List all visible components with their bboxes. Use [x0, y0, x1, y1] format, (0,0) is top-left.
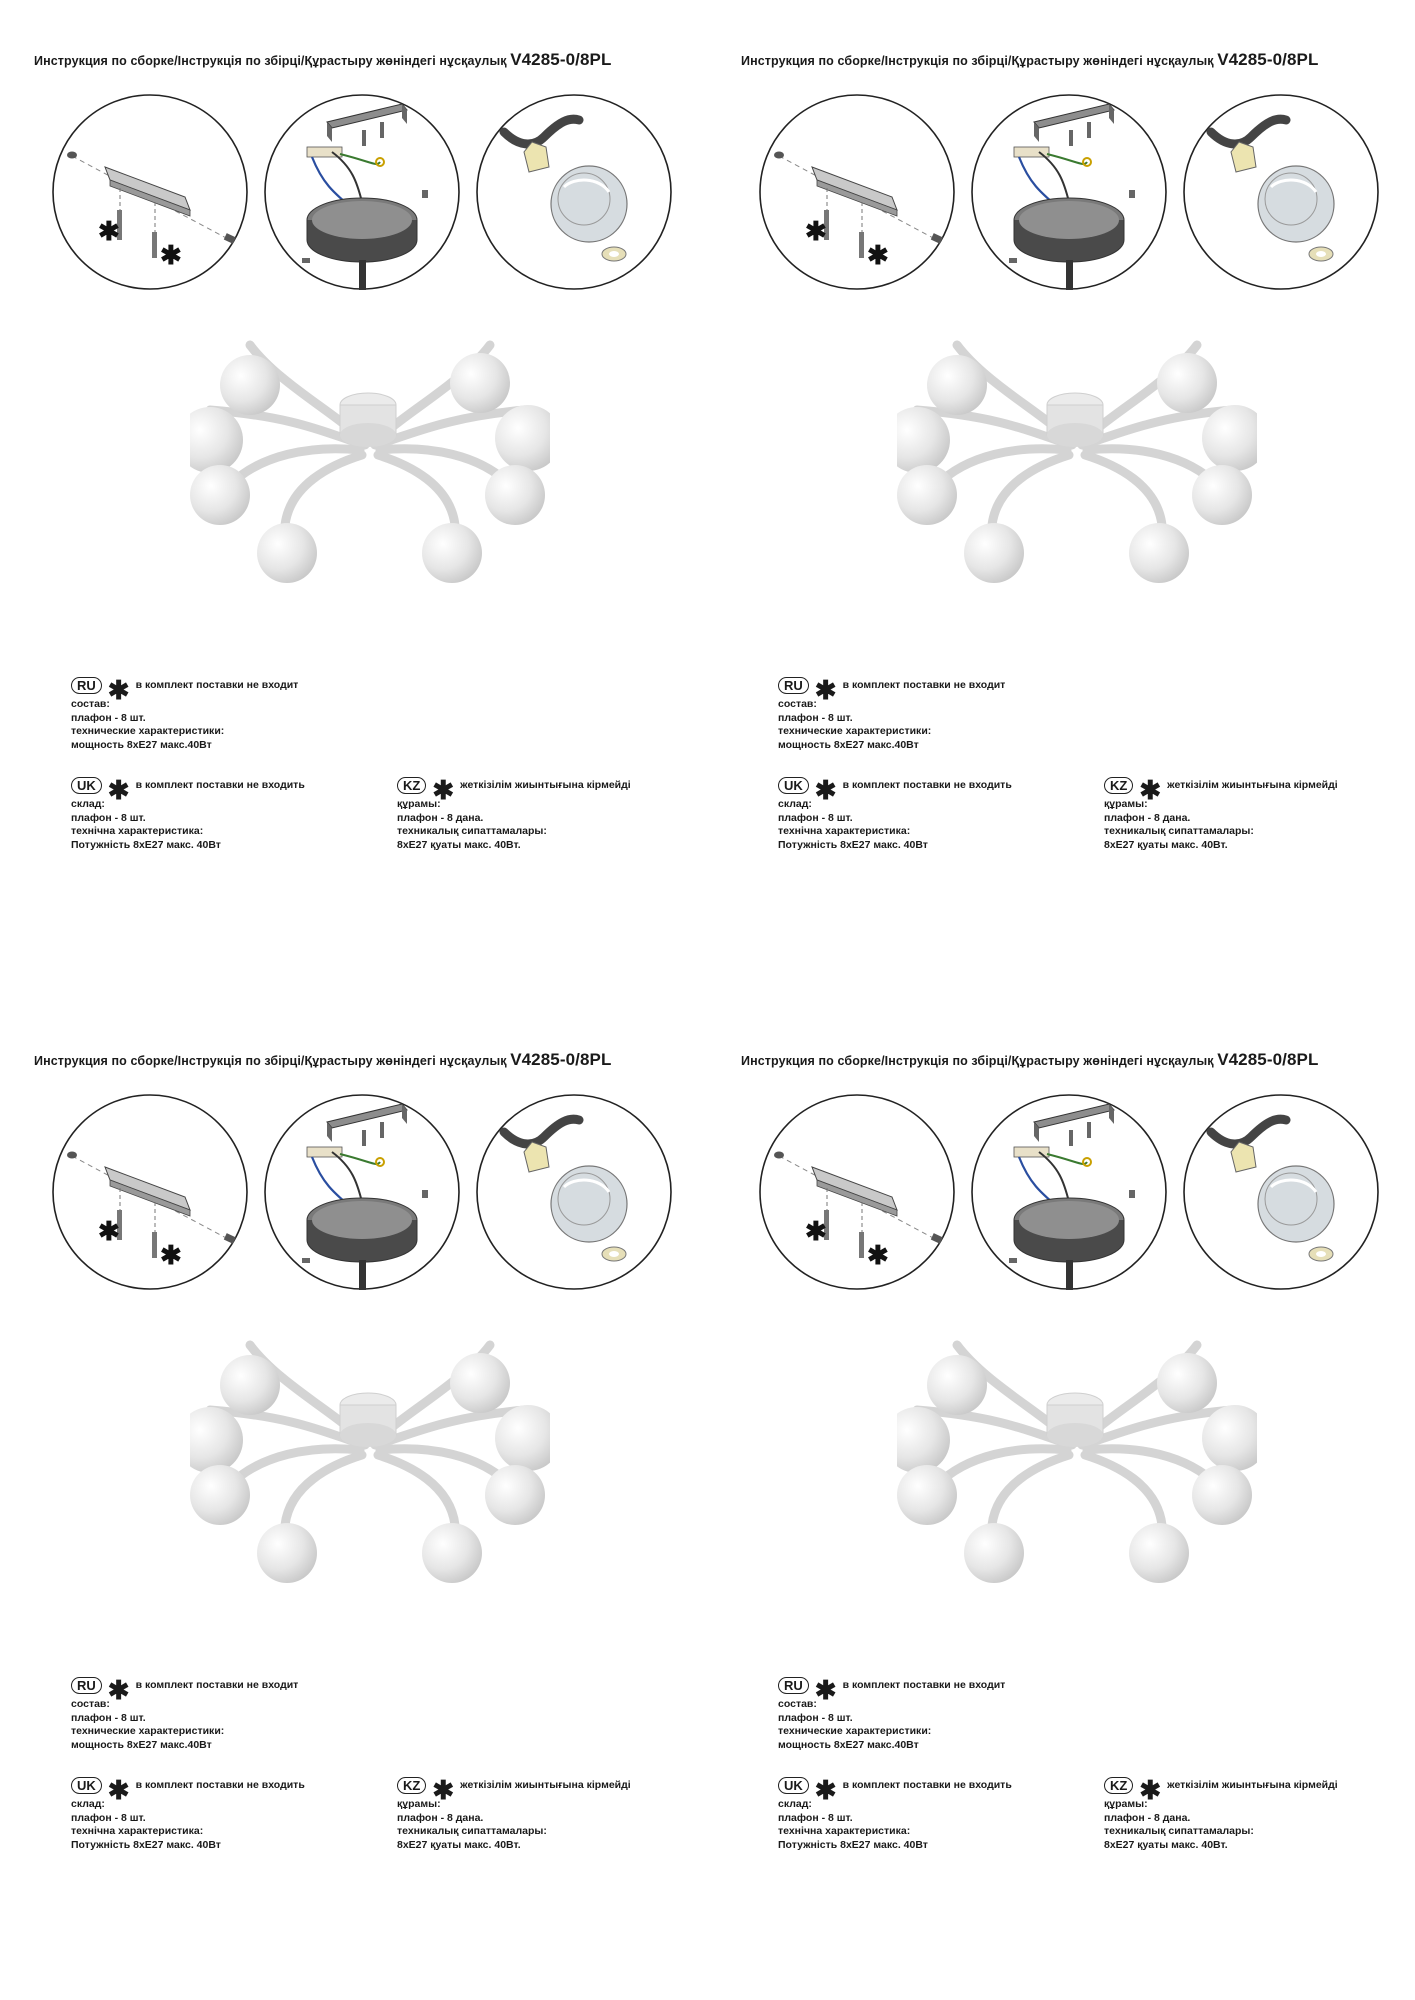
star-icon: ✱ [814, 674, 837, 705]
kz-line: 8хЕ27 қуаты макс. 40Вт. [397, 838, 521, 851]
ru-language-badge: RU [71, 1677, 102, 1694]
uk-line: плафон - 8 шт. [778, 811, 853, 824]
kz-line: плафон - 8 дана. [1104, 811, 1191, 824]
star-icon: ✱ [1139, 1774, 1162, 1805]
ru-language-badge: RU [71, 677, 102, 694]
model-number: V4285-0/8PL [510, 1050, 612, 1069]
step-bracket-diagram [50, 92, 250, 292]
assembly-steps [50, 1092, 690, 1322]
ru-line: плафон - 8 шт. [778, 1711, 853, 1724]
ru-not-included-note: в комплект поставки не входит [135, 678, 299, 691]
uk-line: плафон - 8 шт. [71, 811, 146, 824]
kz-line: плафон - 8 дана. [1104, 1811, 1191, 1824]
uk-line: Потужність 8хЕ27 макс. 40Вт [71, 838, 221, 851]
uk-line: Потужність 8хЕ27 макс. 40Вт [778, 838, 928, 851]
ru-line: состав: [71, 1698, 110, 1710]
page-title [34, 50, 611, 70]
kz-line: құрамы: [1104, 798, 1148, 810]
ru-line: состав: [71, 698, 110, 710]
kz-section [397, 1774, 631, 1852]
uk-line: Потужність 8хЕ27 макс. 40Вт [71, 1838, 221, 1851]
uk-not-included-note: в комплект поставки не входить [135, 1778, 305, 1791]
star-icon: ✱ [98, 216, 120, 246]
star-icon: ✱ [98, 1216, 120, 1246]
chandelier-illustration [190, 1335, 550, 1595]
ru-line: плафон - 8 шт. [778, 711, 853, 724]
kz-line: плафон - 8 дана. [397, 1811, 484, 1824]
ru-line: технические характеристики: [778, 1725, 932, 1737]
star-icon: ✱ [432, 1774, 455, 1805]
ru-not-included-note: в комплект поставки не входит [842, 678, 1006, 691]
chandelier-illustration [190, 335, 550, 595]
star-icon: ✱ [1139, 774, 1162, 805]
ru-not-included-note: в комплект поставки не входит [135, 1678, 299, 1691]
uk-line: технічна характеристика: [71, 1825, 204, 1837]
kz-line: құрамы: [397, 798, 441, 810]
ru-line: технические характеристики: [778, 725, 932, 737]
chandelier-illustration [897, 335, 1257, 595]
kz-line: техникалық сипаттамалары: [1104, 825, 1254, 837]
ru-line: технические характеристики: [71, 725, 225, 737]
title-text: Инструкция по сборке/Інструкція по збірці/Құрастыру жөніндегі нұсқаулық [741, 1054, 1214, 1068]
kz-line: 8хЕ27 қуаты макс. 40Вт. [397, 1838, 521, 1851]
title-text: Инструкция по сборке/Інструкція по збірці/Құрастыру жөніндегі нұсқаулық [741, 54, 1214, 68]
star-icon: ✱ [805, 216, 827, 246]
star-icon: ✱ [107, 1674, 130, 1705]
uk-section [778, 1774, 1012, 1852]
ru-line: мощность 8хЕ27 макс.40Вт [71, 738, 212, 751]
instruction-card [0, 1000, 700, 2000]
star-icon: ✱ [107, 1774, 130, 1805]
uk-line: технічна характеристика: [71, 825, 204, 837]
step-wiring-diagram [262, 92, 462, 292]
step-bracket-diagram [757, 1092, 957, 1292]
kz-not-included-note: жеткізілім жиынтығына кірмейді [1167, 778, 1338, 791]
page-title [741, 50, 1318, 70]
ru-line: состав: [778, 698, 817, 710]
model-number: V4285-0/8PL [1217, 1050, 1319, 1069]
uk-not-included-note: в комплект поставки не входить [842, 1778, 1012, 1791]
star-icon: ✱ [814, 1674, 837, 1705]
model-number: V4285-0/8PL [1217, 50, 1319, 69]
uk-language-badge: UK [778, 1777, 809, 1794]
uk-not-included-note: в комплект поставки не входить [842, 778, 1012, 791]
kz-not-included-note: жеткізілім жиынтығына кірмейді [460, 778, 631, 791]
model-number: V4285-0/8PL [510, 50, 612, 69]
instruction-card [707, 0, 1407, 1000]
step-shade-diagram [1181, 92, 1381, 292]
kz-language-badge: KZ [397, 1777, 426, 1794]
uk-line: плафон - 8 шт. [71, 1811, 146, 1824]
uk-language-badge: UK [71, 777, 102, 794]
ru-line: технические характеристики: [71, 1725, 225, 1737]
uk-line: склад: [71, 1798, 105, 1810]
instruction-card [0, 0, 700, 1000]
kz-section [1104, 1774, 1338, 1852]
instruction-card [707, 1000, 1407, 2000]
step-shade-diagram [474, 1092, 674, 1292]
star-icon: ✱ [432, 774, 455, 805]
kz-line: плафон - 8 дана. [397, 811, 484, 824]
kz-language-badge: KZ [1104, 1777, 1133, 1794]
step-wiring-diagram [969, 92, 1169, 292]
kz-not-included-note: жеткізілім жиынтығына кірмейді [460, 1778, 631, 1791]
uk-line: технічна характеристика: [778, 825, 911, 837]
assembly-steps [757, 1092, 1397, 1322]
uk-line: Потужність 8хЕ27 макс. 40Вт [778, 1838, 928, 1851]
step-wiring-diagram [262, 1092, 462, 1292]
kz-line: техникалық сипаттамалары: [1104, 1825, 1254, 1837]
kz-language-badge: KZ [1104, 777, 1133, 794]
kz-not-included-note: жеткізілім жиынтығына кірмейді [1167, 1778, 1338, 1791]
kz-line: 8хЕ27 қуаты макс. 40Вт. [1104, 1838, 1228, 1851]
star-icon: ✱ [814, 1774, 837, 1805]
title-text: Инструкция по сборке/Інструкція по збірці/Құрастыру жөніндегі нұсқаулық [34, 1054, 507, 1068]
star-icon: ✱ [805, 1216, 827, 1246]
kz-line: құрамы: [397, 1798, 441, 1810]
kz-line: техникалық сипаттамалары: [397, 1825, 547, 1837]
uk-section [71, 774, 305, 852]
ru-line: мощность 8хЕ27 макс.40Вт [778, 738, 919, 751]
step-wiring-diagram [969, 1092, 1169, 1292]
uk-section [778, 774, 1012, 852]
ru-language-badge: RU [778, 677, 809, 694]
step-bracket-diagram [757, 92, 957, 292]
ru-section [71, 1674, 299, 1752]
ru-not-included-note: в комплект поставки не входит [842, 1678, 1006, 1691]
star-icon: ✱ [867, 240, 889, 270]
uk-line: плафон - 8 шт. [778, 1811, 853, 1824]
star-icon: ✱ [107, 674, 130, 705]
ru-line: мощность 8хЕ27 макс.40Вт [71, 1738, 212, 1751]
kz-line: құрамы: [1104, 1798, 1148, 1810]
page-title [741, 1050, 1318, 1070]
uk-line: склад: [778, 1798, 812, 1810]
uk-not-included-note: в комплект поставки не входить [135, 778, 305, 791]
uk-section [71, 1774, 305, 1852]
ru-line: мощность 8хЕ27 макс.40Вт [778, 1738, 919, 1751]
step-shade-diagram [1181, 1092, 1381, 1292]
star-icon: ✱ [107, 774, 130, 805]
assembly-steps [757, 92, 1397, 322]
kz-section [397, 774, 631, 852]
step-bracket-diagram [50, 1092, 250, 1292]
star-icon: ✱ [160, 240, 182, 270]
star-icon: ✱ [814, 774, 837, 805]
chandelier-illustration [897, 1335, 1257, 1595]
uk-line: склад: [778, 798, 812, 810]
kz-language-badge: KZ [397, 777, 426, 794]
star-icon: ✱ [160, 1240, 182, 1270]
assembly-steps [50, 92, 690, 322]
uk-line: технічна характеристика: [778, 1825, 911, 1837]
step-shade-diagram [474, 92, 674, 292]
star-icon: ✱ [867, 1240, 889, 1270]
ru-line: плафон - 8 шт. [71, 711, 146, 724]
kz-line: 8хЕ27 қуаты макс. 40Вт. [1104, 838, 1228, 851]
kz-line: техникалық сипаттамалары: [397, 825, 547, 837]
uk-line: склад: [71, 798, 105, 810]
ru-section [778, 674, 1006, 752]
uk-language-badge: UK [778, 777, 809, 794]
page-title [34, 1050, 611, 1070]
ru-section [778, 1674, 1006, 1752]
ru-line: состав: [778, 1698, 817, 1710]
ru-section [71, 674, 299, 752]
kz-section [1104, 774, 1338, 852]
uk-language-badge: UK [71, 1777, 102, 1794]
ru-language-badge: RU [778, 1677, 809, 1694]
ru-line: плафон - 8 шт. [71, 1711, 146, 1724]
title-text: Инструкция по сборке/Інструкція по збірці/Құрастыру жөніндегі нұсқаулық [34, 54, 507, 68]
